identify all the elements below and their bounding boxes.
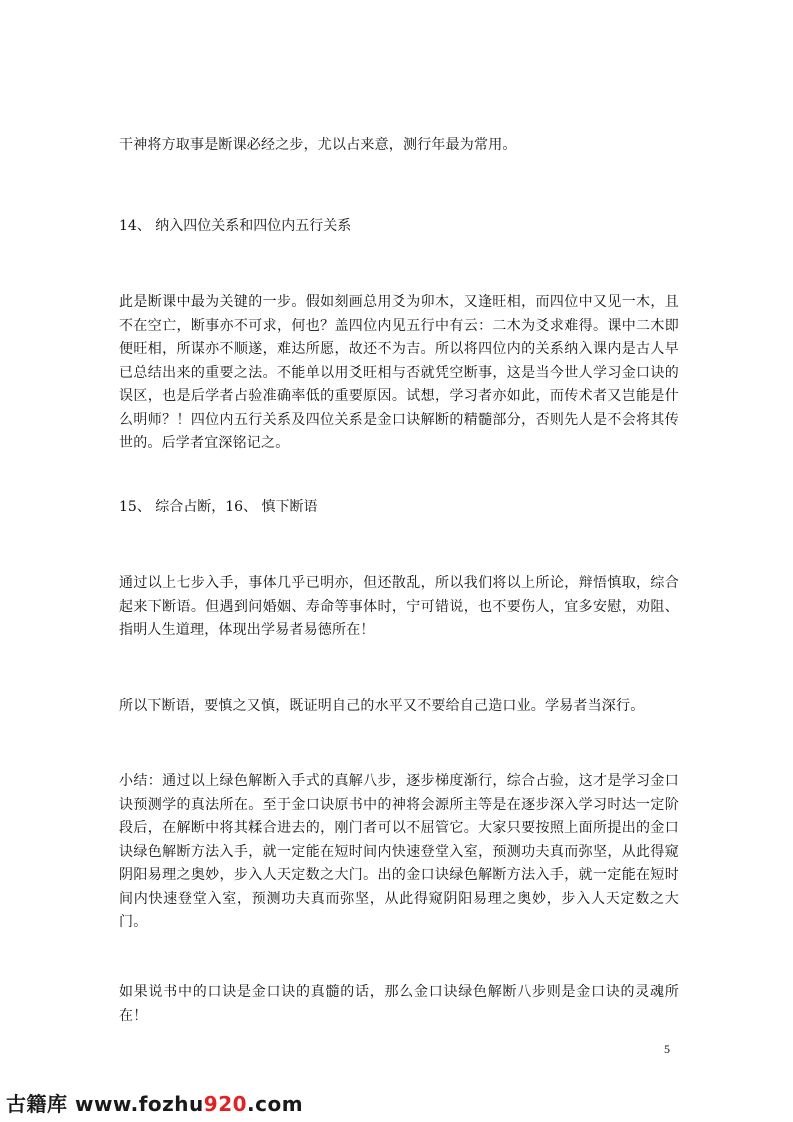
paragraph-summary: 小结：通过以上绿色解断入手式的真解八步，逐步梯度渐行，综合占验，这才是学习金口诀预测学的真法所在。至于金口诀原书中的神将会源所主等是在逐步深入学习时达一定阶段后，在解断中将其糅合进去的，刚门者可以不屈管它。大家只要按照上面所提出的金口诀绿色解断方法入手，就一定能在短时间内快速登堂入室，预测功夫真而弥坚，从此得窥阴阳易理之奥妙，步入人天定数之大门。出的金口诀绿色解断方法入手，就一定能在短时间内快速登堂入室，预测功夫真而弥坚，从此得窥阴阳易理之奥妙，步入人天定数之大门。 xyxy=(119,773,679,930)
paragraph-conclusion: 如果说书中的口诀是金口诀的真髓的话，那么金口诀绿色解断八步则是金口诀的灵魂所在！ xyxy=(119,984,679,1024)
paragraph-step-14: 此是断课中最为关键的一步。假如刻画总用爻为卯木，又逢旺相，而四位中又见一木，且不在空亡，断事亦不可求，何也？盖四位内见五行中有云：二木为爻求难得。课中二木即便旺相，所谋亦不顺遂，难达所愿，故还不为吉。所以将四位内的关系纳入课内是古人早已总结出来的重要之法。不能单以用爻旺相与否就凭空断事，这是当今世人学习金口诀的误区，也是后学者占验准确率低的重要原因。试想，学习者亦如此，而传术者又岂能是什么明师？！四位内五行关系及四位关系是金口诀解断的精髓部分，否则先人是不会将其传世的。后学者宜深铭记之。 xyxy=(119,294,679,451)
watermark-brand: 古籍库 xyxy=(6,1092,68,1116)
heading-step-14: 14、 纳入四位关系和四位内五行关系 xyxy=(119,218,352,234)
watermark-logo xyxy=(6,1088,303,1117)
paragraph-caution: 所以下断语，要慎之又慎，既证明自己的水平又不要给自己造口业。学易者当深行。 xyxy=(119,698,645,714)
paragraph-intro: 干神将方取事是断课必经之步，尤以占来意，测行年最为常用。 xyxy=(119,137,517,153)
paragraph-step-15-16: 通过以上七步入手，事体几乎已明亦，但还散乱，所以我们将以上所论，辩悟慎取，综合起来下断语。但遇到问婚姻、寿命等事体时，宁可错说，也不要伤人，宜多安慰，劝阻、指明人生道理，体现出学易者易德所在！ xyxy=(119,575,679,638)
page-number: 5 xyxy=(664,1042,670,1056)
watermark-domain-digits: 920 xyxy=(203,1092,248,1116)
heading-step-15-16: 15、 综合占断，16、 慎下断语 xyxy=(119,499,318,515)
watermark-domain-prefix: www.fozhu xyxy=(74,1092,204,1116)
watermark-domain-suffix: .com xyxy=(247,1092,304,1116)
